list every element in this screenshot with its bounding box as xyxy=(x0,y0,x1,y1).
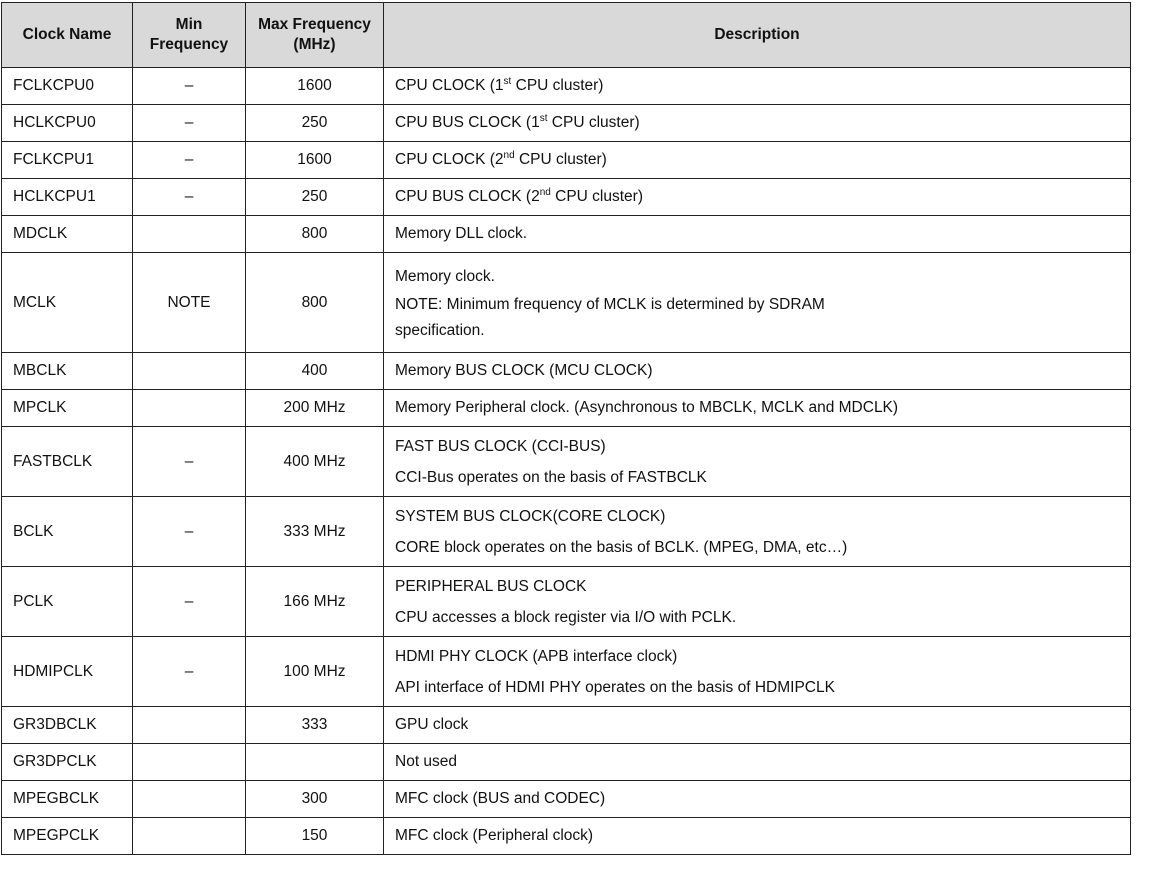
cell-max-frequency: 1600 xyxy=(246,142,384,179)
header-min-frequency xyxy=(133,3,246,68)
description-part: CPU BUS CLOCK (2 xyxy=(395,188,540,205)
cell-max-frequency: 250 xyxy=(246,105,384,142)
table-row xyxy=(2,818,1131,855)
ordinal-superscript: nd xyxy=(503,150,515,161)
table-row xyxy=(2,142,1131,179)
cell-clock-name: MPEGBCLK xyxy=(2,781,133,818)
table-row xyxy=(2,567,1131,637)
cell-description: MFC clock (Peripheral clock) xyxy=(384,818,1131,855)
cell-min-frequency: – xyxy=(133,637,246,707)
cell-min-frequency: – xyxy=(133,68,246,105)
description-line: FAST BUS CLOCK (CCI-BUS) xyxy=(395,437,606,455)
description-part: CPU cluster) xyxy=(514,151,607,168)
cell-min-frequency: – xyxy=(133,427,246,497)
cell-min-frequency: – xyxy=(133,497,246,567)
cell-min-frequency: – xyxy=(133,179,246,216)
table-row xyxy=(2,179,1131,216)
description-line: HDMI PHY CLOCK (APB interface clock) xyxy=(395,647,678,665)
cell-min-frequency: – xyxy=(133,142,246,179)
cell-clock-name: MPEGPCLK xyxy=(2,818,133,855)
table-row xyxy=(2,216,1131,253)
cell-clock-name: MDCLK xyxy=(2,216,133,253)
description-line: NOTE: Minimum frequency of MCLK is determined by SDRAM xyxy=(395,296,825,313)
table-row xyxy=(2,105,1131,142)
cell-max-frequency: 800 xyxy=(246,253,384,353)
cell-max-frequency: 400 MHz xyxy=(246,427,384,497)
table-row xyxy=(2,707,1131,744)
description-text xyxy=(395,114,640,131)
table-body xyxy=(2,68,1131,855)
cell-max-frequency: 1600 xyxy=(246,68,384,105)
cell-description xyxy=(384,68,1131,105)
cell-description xyxy=(384,179,1131,216)
description-line: Memory clock. xyxy=(395,268,495,285)
description-line: API interface of HDMI PHY operates on the basis of HDMIPCLK xyxy=(395,678,835,696)
description-part: CPU BUS CLOCK (1 xyxy=(395,114,540,131)
cell-min-frequency xyxy=(133,744,246,781)
cell-clock-name: HDMIPCLK xyxy=(2,637,133,707)
description-text xyxy=(395,77,603,94)
cell-min-frequency: – xyxy=(133,567,246,637)
description-line: CORE block operates on the basis of BCLK. (MPEG, DMA, etc…) xyxy=(395,538,848,556)
cell-min-frequency: NOTE xyxy=(133,253,246,353)
cell-clock-name: HCLKCPU0 xyxy=(2,105,133,142)
cell-max-frequency: 166 MHz xyxy=(246,567,384,637)
cell-min-frequency xyxy=(133,707,246,744)
table-row xyxy=(2,781,1131,818)
table-row xyxy=(2,637,1131,707)
cell-clock-name: FASTBCLK xyxy=(2,427,133,497)
cell-clock-name: GR3DPCLK xyxy=(2,744,133,781)
header-description: Description xyxy=(384,3,1131,68)
cell-max-frequency: 400 xyxy=(246,353,384,390)
description-part: CPU cluster) xyxy=(547,114,640,131)
ordinal-superscript: st xyxy=(503,76,512,87)
table-row xyxy=(2,390,1131,427)
header-clock-name: Clock Name xyxy=(2,3,133,68)
ordinal-superscript: nd xyxy=(539,187,551,198)
cell-description xyxy=(384,142,1131,179)
description-line: PERIPHERAL BUS CLOCK xyxy=(395,577,587,595)
description-line: CPU accesses a block register via I/O with PCLK. xyxy=(395,608,737,626)
cell-description xyxy=(384,253,1131,353)
cell-description xyxy=(384,105,1131,142)
description-line: specification. xyxy=(395,322,485,339)
cell-description: Memory DLL clock. xyxy=(384,216,1131,253)
cell-description: GPU clock xyxy=(384,707,1131,744)
cell-description xyxy=(384,497,1131,567)
cell-min-frequency xyxy=(133,216,246,253)
table-row xyxy=(2,68,1131,105)
cell-max-frequency: 300 xyxy=(246,781,384,818)
cell-min-frequency xyxy=(133,818,246,855)
header-max-frequency-label: Max Frequency (MHz) xyxy=(258,16,371,53)
cell-description: Memory BUS CLOCK (MCU CLOCK) xyxy=(384,353,1131,390)
table-row xyxy=(2,497,1131,567)
table-row xyxy=(2,253,1131,353)
cell-clock-name: PCLK xyxy=(2,567,133,637)
cell-clock-name: BCLK xyxy=(2,497,133,567)
cell-min-frequency xyxy=(133,353,246,390)
cell-description: MFC clock (BUS and CODEC) xyxy=(384,781,1131,818)
cell-description: Memory Peripheral clock. (Asynchronous to MBCLK, MCLK and MDCLK) xyxy=(384,390,1131,427)
cell-clock-name: MBCLK xyxy=(2,353,133,390)
table-header-row xyxy=(2,3,1131,68)
description-text xyxy=(395,151,607,168)
description-line: CCI-Bus operates on the basis of FASTBCLK xyxy=(395,468,707,486)
cell-min-frequency xyxy=(133,781,246,818)
cell-description: Not used xyxy=(384,744,1131,781)
cell-clock-name: MCLK xyxy=(2,253,133,353)
table-row xyxy=(2,427,1131,497)
cell-clock-name: HCLKCPU1 xyxy=(2,179,133,216)
cell-clock-name: FCLKCPU1 xyxy=(2,142,133,179)
header-max-frequency xyxy=(246,3,384,68)
cell-clock-name: FCLKCPU0 xyxy=(2,68,133,105)
description-part: CPU CLOCK (2 xyxy=(395,151,504,168)
description-text xyxy=(395,188,643,205)
cell-max-frequency: 250 xyxy=(246,179,384,216)
cell-min-frequency xyxy=(133,390,246,427)
ordinal-superscript: st xyxy=(539,113,548,124)
header-min-frequency-label: Min Frequency xyxy=(149,16,229,53)
cell-max-frequency xyxy=(246,744,384,781)
cell-description xyxy=(384,637,1131,707)
cell-max-frequency: 333 MHz xyxy=(246,497,384,567)
cell-min-frequency: – xyxy=(133,105,246,142)
description-part: CPU CLOCK (1 xyxy=(395,77,504,94)
table-row xyxy=(2,353,1131,390)
cell-description xyxy=(384,427,1131,497)
cell-max-frequency: 333 xyxy=(246,707,384,744)
cell-clock-name: MPCLK xyxy=(2,390,133,427)
description-line: SYSTEM BUS CLOCK(CORE CLOCK) xyxy=(395,507,666,525)
cell-max-frequency: 800 xyxy=(246,216,384,253)
cell-clock-name: GR3DBCLK xyxy=(2,707,133,744)
cell-max-frequency: 150 xyxy=(246,818,384,855)
table-row xyxy=(2,744,1131,781)
cell-max-frequency: 200 MHz xyxy=(246,390,384,427)
cell-description xyxy=(384,567,1131,637)
description-part: CPU cluster) xyxy=(550,188,643,205)
description-part: CPU cluster) xyxy=(511,77,604,94)
cell-max-frequency: 100 MHz xyxy=(246,637,384,707)
clock-frequency-table xyxy=(1,2,1131,855)
